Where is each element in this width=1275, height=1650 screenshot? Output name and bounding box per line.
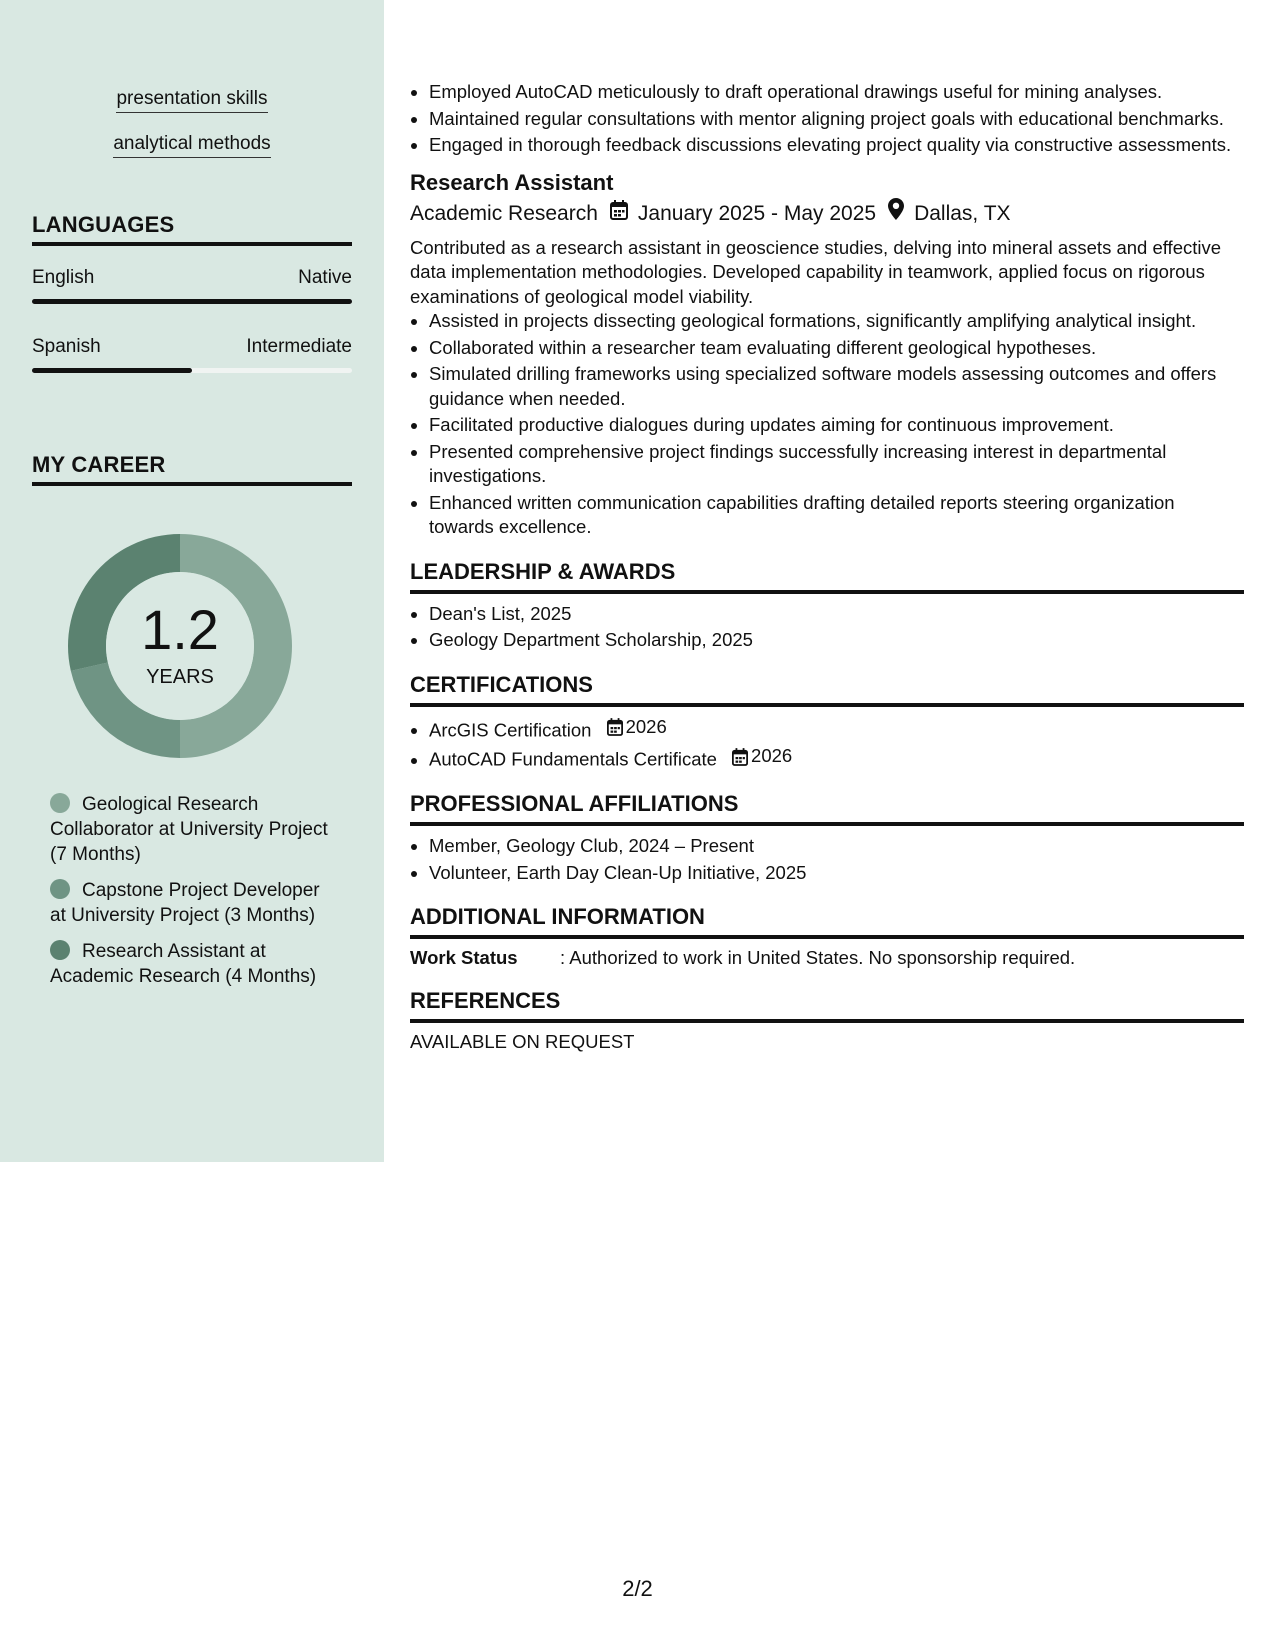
- references-text: AVAILABLE ON REQUEST: [410, 1031, 635, 1052]
- job-title: Research Assistant: [410, 169, 614, 195]
- job-meta: [410, 198, 1244, 230]
- calendar-icon: [610, 198, 628, 230]
- work-status-value: : Authorized to work in United States. No sponsorship required.: [560, 947, 1076, 968]
- career-heading: MY CAREER: [32, 452, 352, 486]
- language-bar-fill: [32, 368, 192, 373]
- awards-heading: LEADERSHIP & AWARDS: [410, 558, 1244, 594]
- calendar-icon: [732, 748, 748, 766]
- list-item: • Geology Department Scholarship, 2025: [429, 628, 1244, 653]
- career-total-value: 1.2: [141, 598, 219, 661]
- work-status-label: Work Status: [410, 947, 518, 968]
- affiliations-heading: PROFESSIONAL AFFILIATIONS: [410, 790, 1244, 826]
- additional-info-heading: ADDITIONAL INFORMATION: [410, 903, 1244, 939]
- language-bar: [32, 299, 352, 304]
- list-item: • Dean's List, 2025: [429, 602, 1244, 627]
- language-bar: [32, 368, 352, 373]
- job-location: Dallas, TX: [914, 201, 1011, 225]
- language-bar-fill: [32, 299, 352, 304]
- career-legend-item: [50, 792, 340, 867]
- legend-dot-icon: [50, 793, 70, 813]
- language-name: English: [32, 267, 95, 288]
- list-item: [429, 744, 1244, 772]
- job-bullets: [410, 309, 1244, 540]
- language-level: Intermediate: [246, 336, 352, 357]
- list-item: • Volunteer, Earth Day Clean-Up Initiative, 2025: [429, 861, 1244, 886]
- main-content: [410, 80, 1244, 1053]
- language-row: [32, 267, 352, 289]
- list-item: • Collaborated within a researcher team evaluating different geological hypotheses.: [429, 336, 1244, 361]
- certifications-list: [410, 715, 1244, 773]
- list-item: • Engaged in thorough feedback discussions elevating project quality via constructive assessments.: [429, 133, 1244, 158]
- skill-label: analytical methods: [113, 133, 270, 158]
- work-status-row: [410, 947, 1244, 969]
- career-total-unit: YEARS: [146, 666, 214, 688]
- certification-name: ArcGIS Certification: [429, 718, 592, 740]
- list-item: • Presented comprehensive project findings successfully increasing interest in departmental investigations.: [429, 440, 1244, 489]
- calendar-icon: [607, 718, 623, 736]
- career-legend-label: Capstone Project Developer at University Project (3 Months): [50, 880, 320, 926]
- language-level: Native: [298, 267, 352, 288]
- job-company: Academic Research: [410, 201, 598, 225]
- legend-dot-icon: [50, 879, 70, 899]
- list-item: [429, 715, 1244, 743]
- skill-label: presentation skills: [116, 88, 267, 113]
- location-pin-icon: [888, 198, 904, 230]
- career-legend-label: Research Assistant at Academic Research (4 Months): [50, 941, 317, 987]
- language-row: [32, 336, 352, 358]
- skill-tag: [0, 88, 384, 113]
- list-item: • Maintained regular consultations with mentor aligning project goals with educational benchmarks.: [429, 107, 1244, 132]
- career-legend: [50, 792, 340, 1000]
- list-item: • Facilitated productive dialogues during updates aiming for continuous improvement.: [429, 413, 1244, 438]
- list-item: • Simulated drilling frameworks using specialized software models assessing outcomes and offers guidance when needed.: [429, 362, 1244, 411]
- sidebar: [0, 0, 384, 1162]
- skill-tag: [0, 133, 384, 158]
- career-legend-item: [50, 878, 340, 928]
- job-summary: Contributed as a research assistant in geoscience studies, delving into mineral assets and effective data implementation methodologies. Developed capability in teamwork, applied focus on rigorous examinations of geological model viability.: [410, 236, 1222, 307]
- references-heading: REFERENCES: [410, 987, 1244, 1023]
- certification-name: AutoCAD Fundamentals Certificate: [429, 748, 717, 770]
- certification-year: 2026: [751, 745, 793, 767]
- awards-list: [410, 602, 1244, 653]
- certifications-heading: CERTIFICATIONS: [410, 671, 1244, 707]
- list-item: • Member, Geology Club, 2024 – Present: [429, 834, 1244, 859]
- career-legend-item: [50, 939, 340, 989]
- page-number: 2/2: [622, 1576, 653, 1601]
- list-item: • Assisted in projects dissecting geological formations, significantly amplifying analytical insight.: [429, 309, 1244, 334]
- legend-dot-icon: [50, 940, 70, 960]
- job-dates: January 2025 - May 2025: [637, 201, 877, 225]
- career-legend-label: Geological Research Collaborator at University Project (7 Months): [50, 794, 328, 865]
- affiliations-list: [410, 834, 1244, 885]
- languages-heading: LANGUAGES: [32, 212, 352, 246]
- list-item: • Employed AutoCAD meticulously to draft operational drawings useful for mining analyses.: [429, 80, 1244, 105]
- previous-job-bullets: [410, 80, 1244, 158]
- language-name: Spanish: [32, 336, 101, 357]
- certification-year: 2026: [625, 715, 667, 737]
- list-item: • Enhanced written communication capabilities drafting detailed reports steering organization towards excellence.: [429, 491, 1244, 540]
